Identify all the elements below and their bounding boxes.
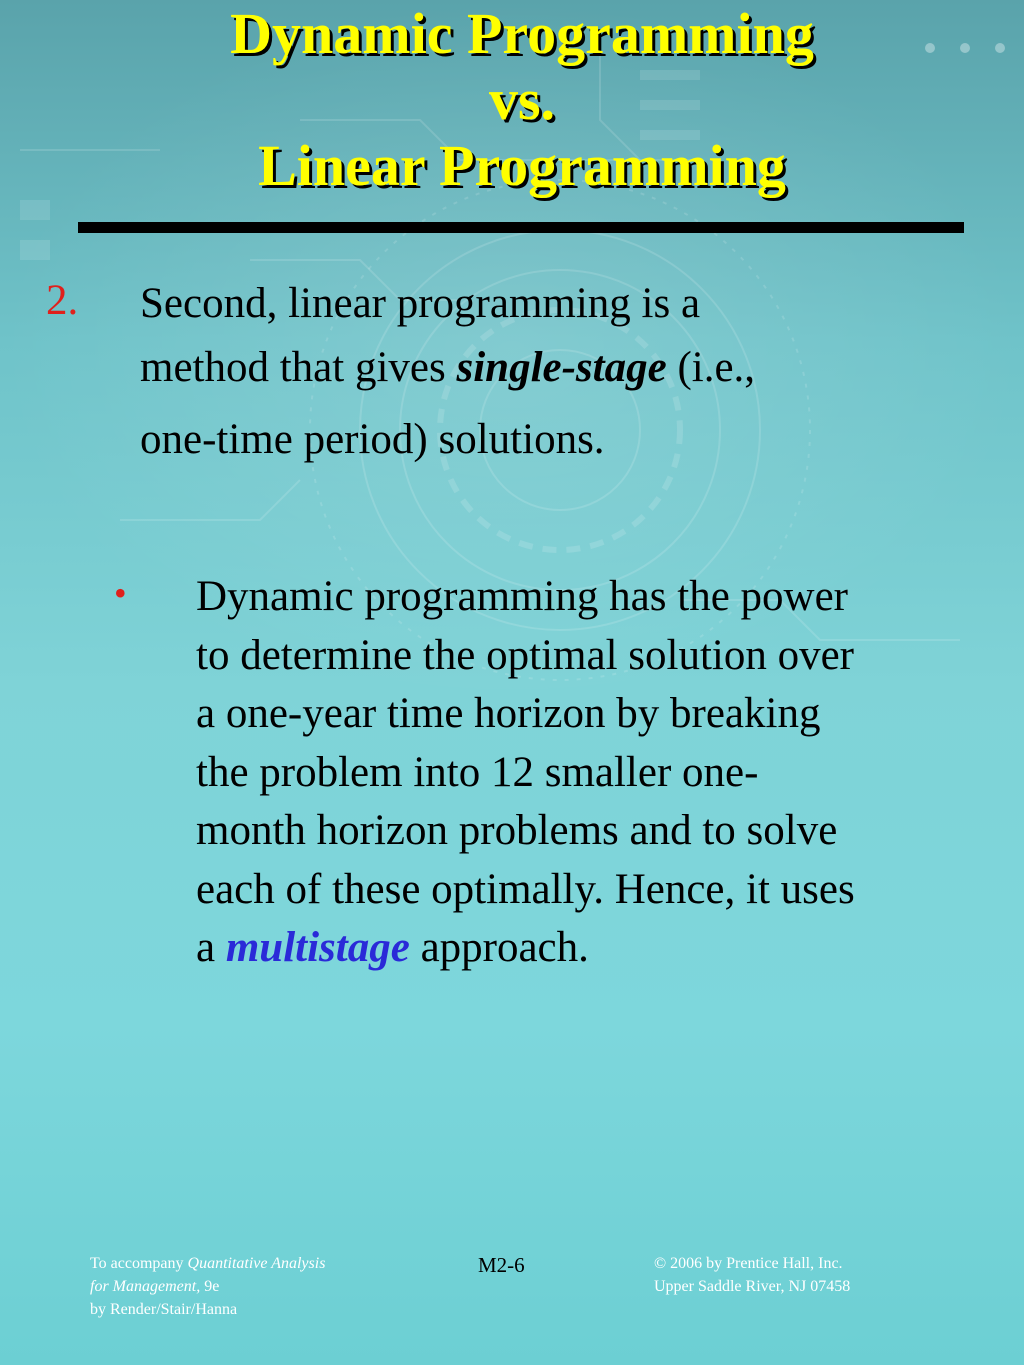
- footer-accompany-text: To accompany: [90, 1255, 188, 1272]
- bullet-marker: •: [114, 573, 127, 613]
- bullet-line-3: a one-year time horizon by breaking: [196, 690, 821, 737]
- single-stage-emphasis: single-stage: [456, 344, 667, 391]
- bullet-line-6: each of these optimally. Hence, it uses: [196, 865, 855, 913]
- point-text: [140, 272, 940, 472]
- publisher-address: Upper Saddle River, NJ 07458: [654, 1278, 851, 1295]
- title-line-3: Linear Programming: [258, 133, 786, 198]
- bullet-line-7-end: approach.: [409, 924, 589, 971]
- multistage-emphasis: multistage: [225, 924, 410, 971]
- footer-left-line-2: [90, 1275, 410, 1298]
- bullet-line-5: month horizon problems and to solve: [196, 807, 838, 854]
- footer-attribution: [90, 1252, 410, 1321]
- title-divider: [78, 222, 964, 233]
- copyright-line: © 2006 by Prentice Hall, Inc.: [654, 1255, 843, 1272]
- footer-copyright: [654, 1252, 954, 1298]
- title-line-1: Dynamic Programming: [230, 1, 814, 66]
- slide-number: M2-6: [478, 1253, 525, 1277]
- bullet-line-4: the problem into 12 smaller one-: [196, 748, 759, 796]
- point-line-1: Second, linear programming is a: [140, 280, 701, 327]
- point-line-3: one-time period) solutions.: [140, 416, 605, 463]
- bullet-text: [196, 568, 996, 978]
- footer-left-line-1: [90, 1252, 410, 1275]
- bullet-line-7-start: a: [196, 924, 226, 971]
- book-edition: 9e: [200, 1278, 220, 1295]
- point-line-2-end: (i.e.,: [666, 344, 756, 391]
- point-line-2: [140, 336, 940, 400]
- bullet-line-7: [196, 919, 996, 978]
- bullet-line-2: to determine the optimal solution over: [196, 631, 854, 679]
- book-title-cont: for Management,: [90, 1278, 201, 1295]
- bullet-line-1: Dynamic programming has the power: [196, 573, 848, 620]
- book-title: Quantitative Analysis: [187, 1255, 326, 1272]
- footer-authors: by Render/Stair/Hanna: [90, 1301, 238, 1318]
- title-line-2: vs.: [488, 67, 556, 132]
- point-number: 2.: [46, 277, 79, 324]
- point-line-2-start: method that gives: [140, 344, 457, 391]
